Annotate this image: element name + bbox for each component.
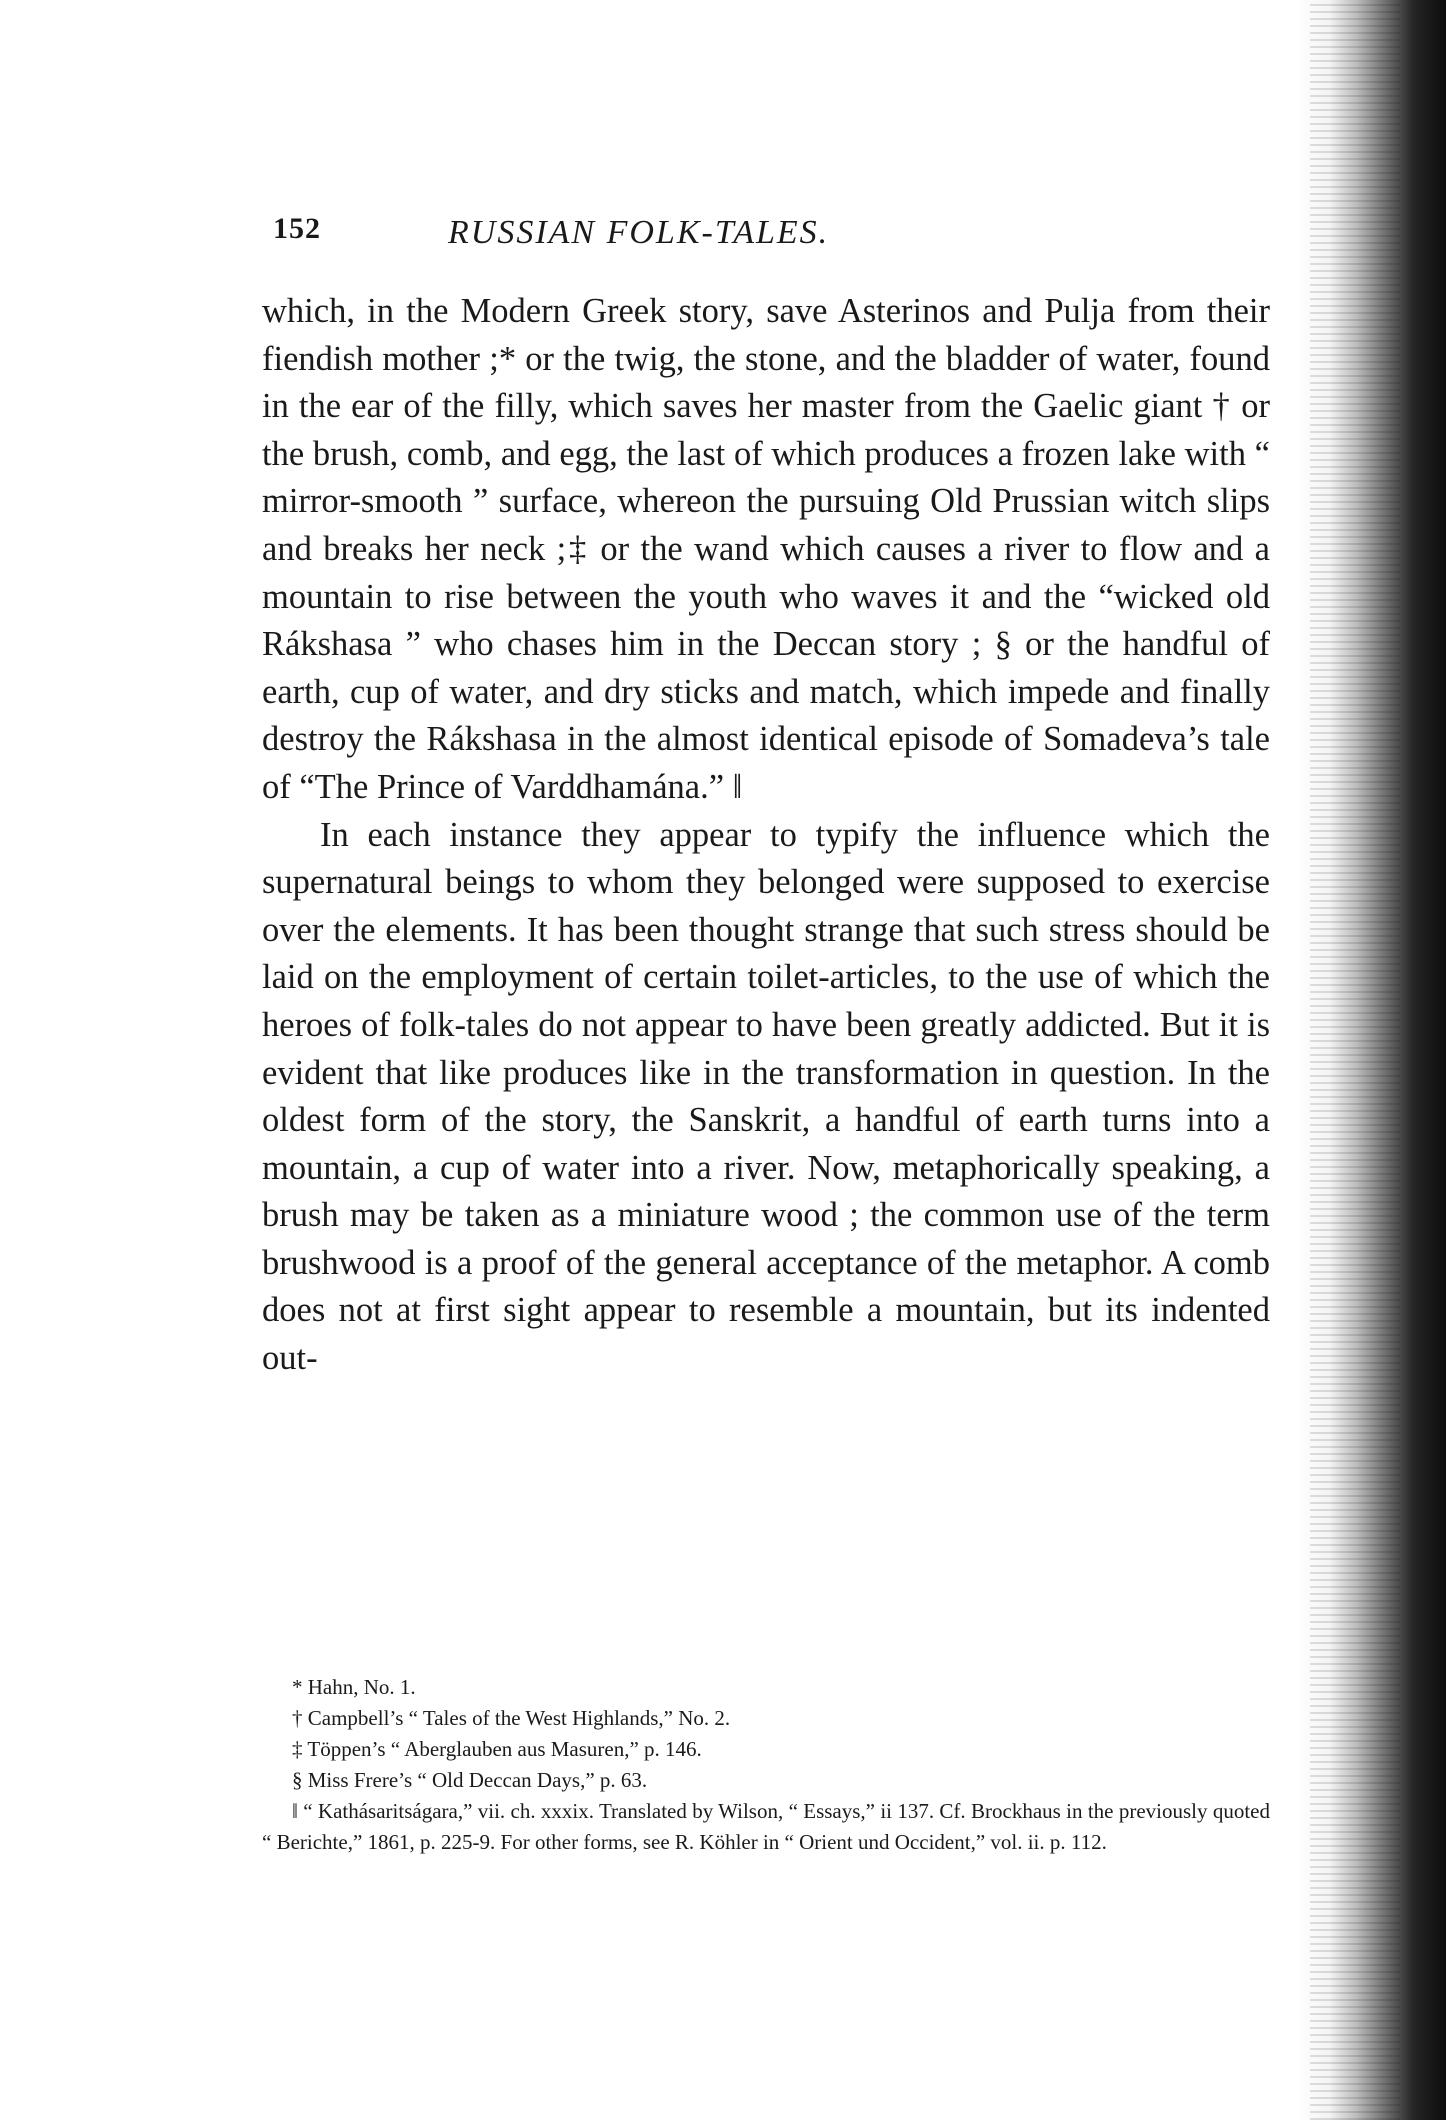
binding-texture <box>1310 0 1400 2120</box>
footnotes <box>262 1672 1270 1858</box>
body-text <box>262 288 1270 1383</box>
paragraph-1: which, in the Modern Greek story, save Asterinos and Pulja from their fiendish mother ;* or the twig, the stone, and the bladder of water, found in the ear of the filly, which saves her master from the Gaelic giant † or the brush, comb, and egg, the last of which produces a frozen lake with “ mirror-smooth ” surface, whereon the pursuing Old Prussian witch slips and breaks her neck ;‡ or the wand which causes a river to flow and a mountain to rise between the youth who waves it and the “wicked old Rákshasa ” who chases him in the Deccan story ; § or the handful of earth, cup of water, and dry sticks and match, which impede and finally destroy the Rákshasa in the almost identical episode of Somadeva’s tale of “The Prince of Varddhamána.” ‖ <box>262 292 1270 806</box>
page-number: 152 <box>273 212 321 245</box>
footnote-2: † Campbell’s “ Tales of the West Highlands,” No. 2. <box>292 1706 731 1730</box>
footnote-3: ‡ Töppen’s “ Aberglauben aus Masuren,” p. 146. <box>292 1737 702 1761</box>
footnote-1: * Hahn, No. 1. <box>292 1675 416 1699</box>
footnote-4: § Miss Frere’s “ Old Deccan Days,” p. 63. <box>292 1768 648 1792</box>
running-title: RUSSIAN FOLK-TALES. <box>448 214 830 251</box>
footnote-5: ‖ “ Kathásaritságara,” vii. ch. xxxix. Translated by Wilson, “ Essays,” ii 137. Cf. Brockhaus in the previously quoted “ Berichte,” 1861, p. 225-9. For other forms, see R. Köhler in “ Orient und Occident,” vol. ii. p. 112. <box>262 1799 1270 1854</box>
paragraph-2: In each instance they appear to typify the influence which the supernatural beings to whom they belonged were supposed to exercise over the elements. It has been thought strange that such stress should be laid on the employment of certain toilet-articles, to the use of which the heroes of folk-tales do not appear to have been greatly addicted. But it is evident that like produces like in the transformation in question. In the oldest form of the story, the Sanskrit, a handful of earth turns into a mountain, a cup of water into a river. Now, metaphorically speaking, a brush may be taken as a miniature wood ; the common use of the term brushwood is a proof of the general acceptance of the metaphor. A comb does not at first sight appear to resemble a mountain, but its indented out- <box>262 815 1270 1378</box>
